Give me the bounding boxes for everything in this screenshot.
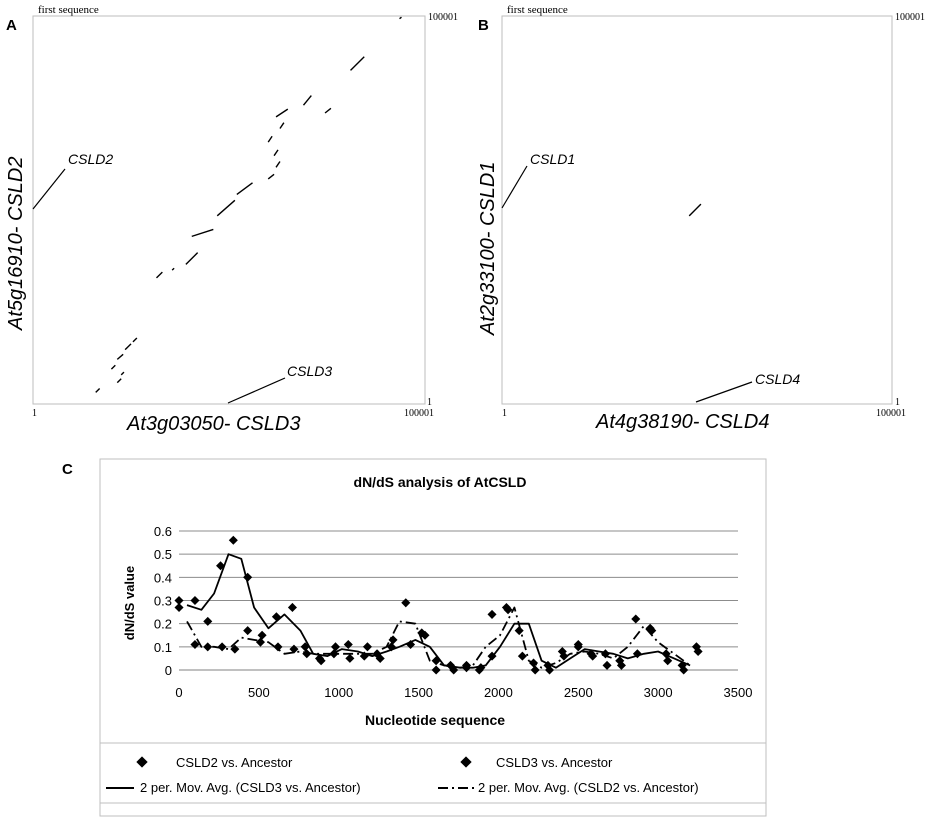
panel-a-x-axis-title: At3g03050- CSLD3 — [127, 413, 301, 435]
dotplot-segment — [303, 96, 311, 106]
dotplot-segment — [117, 354, 123, 359]
chart-x-tick-label: 3500 — [723, 685, 753, 700]
panel-b-x-axis-title: At4g38190- CSLD4 — [596, 411, 770, 433]
panel-b-x-tick-max: 100001 — [876, 408, 906, 419]
chart-y-tick-label: 0.2 — [153, 616, 172, 632]
panel-b-dotplot-segments — [689, 204, 701, 216]
panel-c-letter: C — [62, 461, 73, 478]
panel-a-corner-label: first sequence — [38, 4, 99, 16]
panel-b-y-tick-top: 100001 — [895, 12, 925, 23]
dotplot-segment — [111, 365, 115, 369]
dotplot-segment — [276, 162, 280, 168]
chart-y-tick-label: 0.4 — [153, 570, 172, 586]
chart-x-tick-label: 500 — [248, 685, 270, 700]
dotplot-segment — [133, 338, 137, 342]
dotplot-segment — [400, 17, 402, 19]
panel-a-x-gene-label: CSLD3 — [287, 363, 333, 379]
dotplot-segment — [351, 57, 365, 71]
chart-y-tick-label: 0.5 — [153, 547, 172, 563]
chart-y-axis-title: dN/dS value — [122, 565, 137, 641]
panel-a-plot-frame — [33, 16, 425, 404]
legend-label-csld2-points: CSLD2 vs. Ancestor — [176, 755, 293, 770]
legend-label-csld3-points: CSLD3 vs. Ancestor — [496, 755, 613, 770]
panel-c — [62, 459, 766, 816]
panel-b-y-gene-pointer — [502, 166, 527, 208]
legend-entry-csld2-moving-avg — [438, 780, 699, 795]
dotplot-segment — [192, 229, 214, 236]
chart-x-tick-label: 1000 — [324, 685, 354, 700]
panel-a-letter: A — [6, 17, 17, 34]
panel-a-x-tick-min: 1 — [32, 408, 37, 419]
panel-b-letter: B — [478, 17, 489, 34]
panel-a-y-axis-title: At5g16910- CSLD2 — [5, 156, 27, 330]
dotplot-segment — [125, 344, 131, 350]
chart-y-tick-label: 0 — [164, 663, 172, 678]
chart-y-tick-label: 0.6 — [153, 524, 172, 539]
chart-y-tick-label: 0.3 — [153, 593, 172, 609]
panel-a-x-gene-pointer — [228, 378, 285, 403]
dotplot-segment — [186, 253, 198, 265]
panel-b — [477, 4, 925, 433]
panel-b-y-tick-bottom: 1 — [895, 397, 900, 408]
panel-b-corner-label: first sequence — [507, 4, 568, 16]
dotplot-segment — [237, 183, 253, 195]
chart-x-tick-label: 3000 — [643, 685, 673, 700]
panel-a-y-tick-top: 100001 — [428, 12, 458, 23]
dotplot-segment — [156, 272, 162, 278]
chart-x-tick-label: 0 — [175, 685, 183, 700]
panel-b-x-gene-label: CSLD4 — [755, 371, 801, 387]
dotplot-segment — [117, 379, 121, 383]
panel-a-dotplot-segments — [96, 17, 402, 392]
panel-a-x-tick-max: 100001 — [404, 408, 434, 419]
dotplot-segment — [325, 108, 331, 113]
chart-y-tick-label: 0.1 — [153, 639, 172, 655]
legend-entry-csld3-moving-avg — [106, 780, 361, 795]
dotplot-segment — [280, 123, 284, 129]
chart-title: dN/dS analysis of AtCSLD — [353, 474, 527, 490]
panel-a-y-gene-pointer — [33, 169, 65, 209]
dotplot-segment — [96, 388, 100, 392]
panel-b-y-gene-label: CSLD1 — [530, 151, 576, 167]
panel-a — [5, 4, 458, 435]
legend-label-csld2-moving-avg: 2 per. Mov. Avg. (CSLD2 vs. Ancestor) — [478, 780, 699, 795]
panel-b-y-axis-title: At2g33100- CSLD1 — [477, 161, 499, 335]
panel-a-y-gene-label: CSLD2 — [68, 151, 114, 167]
dotplot-segment — [217, 200, 235, 216]
panel-b-x-tick-min: 1 — [502, 408, 507, 419]
dotplot-segment — [268, 174, 274, 179]
panel-a-y-tick-bottom: 1 — [427, 397, 432, 408]
legend-label-csld3-moving-avg: 2 per. Mov. Avg. (CSLD3 vs. Ancestor) — [140, 780, 361, 795]
chart-x-tick-label: 1500 — [404, 685, 434, 700]
panel-b-x-gene-pointer — [696, 382, 752, 402]
dotplot-segment — [268, 136, 272, 142]
dotplot-segment — [274, 150, 278, 156]
dotplot-segment — [276, 109, 288, 117]
panel-b-plot-frame — [502, 16, 892, 404]
dotplot-segment — [172, 268, 174, 270]
chart-x-tick-label: 2000 — [483, 685, 513, 700]
dotplot-segment — [121, 372, 124, 375]
chart-x-axis-title: Nucleotide sequence — [364, 712, 506, 728]
chart-x-tick-label: 2500 — [563, 685, 593, 700]
dotplot-segment — [689, 204, 701, 216]
